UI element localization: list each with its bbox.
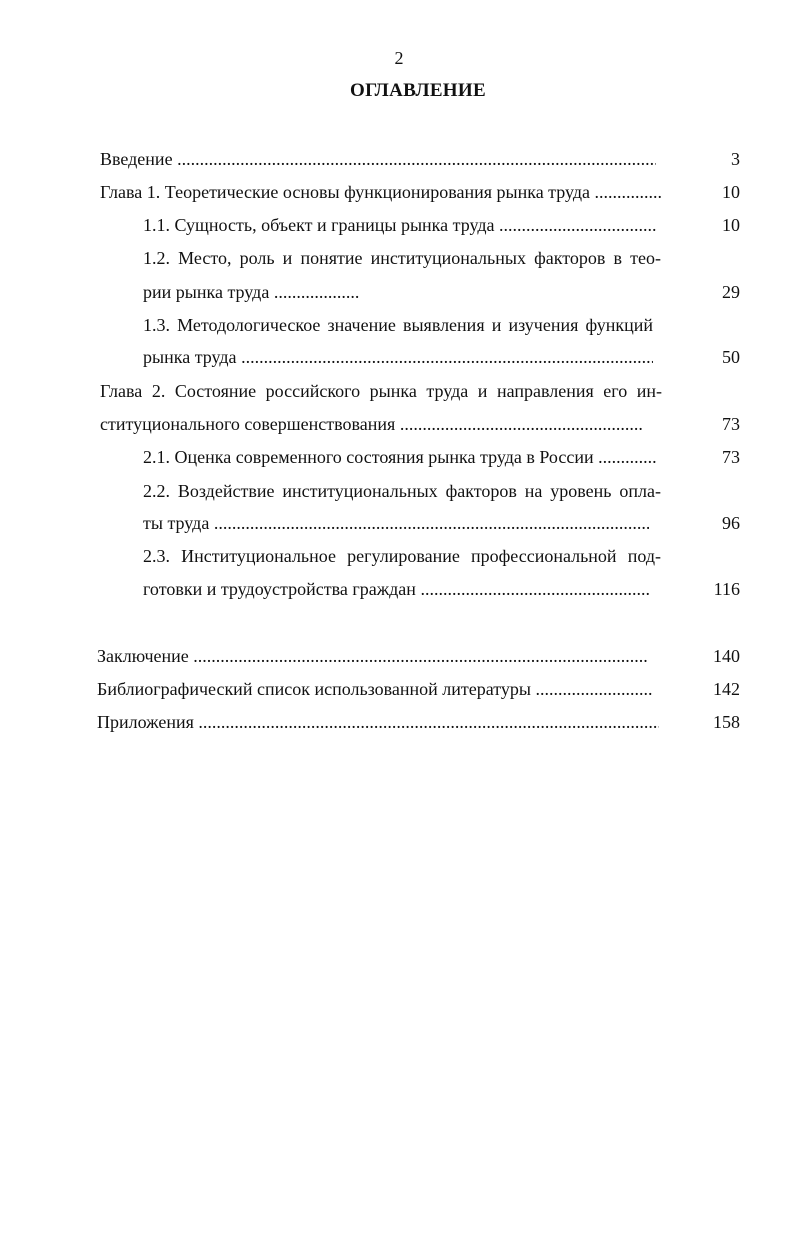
- toc-entry-section-2-3-line-1[interactable]: 2.3. Институциональное регулирование профессиональной под-: [143, 546, 661, 566]
- toc-entry-bibliography-page: 142: [713, 679, 740, 699]
- toc-entry-chapter-2-page: 73: [722, 414, 740, 434]
- toc-entry-chapter-1-page: 10: [722, 182, 740, 202]
- toc-entry-section-2-1-label: 2.1. Оценка современного состояния рынка труда в России: [143, 447, 594, 467]
- toc-entry-section-1-3-line-1[interactable]: 1.3. Методологическое значение выявления и изучения функций: [143, 315, 653, 335]
- page-number: 2: [394, 48, 404, 68]
- toc-entry-section-1-1-page: 10: [722, 215, 740, 235]
- toc-entry-chapter-2-line-2[interactable]: [100, 413, 644, 435]
- toc-entry-section-2-2-line-2[interactable]: [143, 512, 649, 534]
- toc-entry-chapter-2-line-1[interactable]: Глава 2. Состояние российского рынка труда и направления его ин-: [100, 381, 662, 401]
- toc-entry-section-2-3-label: готовки и трудоустройства граждан: [143, 579, 416, 599]
- toc-title: ОГЛАВЛЕНИЕ: [350, 80, 486, 101]
- toc-entry-conclusion-label: Заключение: [97, 646, 189, 666]
- toc-entry-bibliography-label: Библиографический список использованной литературы: [97, 679, 532, 699]
- toc-entry-section-1-3-line-2[interactable]: [143, 346, 653, 368]
- toc-entry-section-2-1-page: 73: [722, 447, 740, 467]
- toc-entry-section-2-3-page: 116: [713, 579, 740, 599]
- toc-entry-chapter-1[interactable]: [100, 181, 662, 203]
- toc-entry-section-1-3-page: 50: [722, 347, 740, 367]
- toc-entry-section-2-2-line-1[interactable]: 2.2. Воздействие институциональных факторов на уровень опла-: [143, 481, 661, 501]
- toc-entry-introduction-label: Введение: [100, 149, 173, 169]
- toc-entry-bibliography[interactable]: [97, 678, 653, 700]
- toc-entry-section-1-2-line-1[interactable]: 1.2. Место, роль и понятие институциональных факторов в тео-: [143, 248, 661, 268]
- toc-entry-section-1-3-label: рынка труда: [143, 347, 237, 367]
- toc-entry-section-1-2-label: рии рынка труда: [143, 282, 270, 302]
- toc-entry-section-2-2-page: 96: [722, 513, 740, 533]
- toc-entry-section-1-2-line-2[interactable]: [143, 281, 359, 303]
- toc-entry-section-2-2-label: ты труда: [143, 513, 214, 533]
- toc-entry-chapter-1-label: Глава 1. Теоретические основы функционирования рынка труда: [100, 182, 591, 202]
- toc-entry-appendix-page: 158: [713, 712, 740, 732]
- toc-entry-appendix[interactable]: [97, 711, 659, 733]
- toc-entry-introduction[interactable]: [100, 148, 656, 170]
- toc-entry-section-2-1[interactable]: [143, 446, 657, 468]
- toc-entry-conclusion-page: 140: [713, 646, 740, 666]
- toc-entry-section-1-2-page: 29: [722, 282, 740, 302]
- toc-entry-conclusion[interactable]: [97, 645, 649, 667]
- toc-entry-section-2-3-line-2[interactable]: [143, 578, 651, 600]
- toc-entry-appendix-label: Приложения: [97, 712, 194, 732]
- toc-entry-introduction-page: 3: [731, 149, 740, 169]
- toc-entry-section-1-1-label: 1.1. Сущность, объект и границы рынка труда: [143, 215, 495, 235]
- toc-entry-section-1-1[interactable]: [143, 214, 657, 236]
- toc-entry-chapter-2-label: ституционального совершенствования: [100, 414, 396, 434]
